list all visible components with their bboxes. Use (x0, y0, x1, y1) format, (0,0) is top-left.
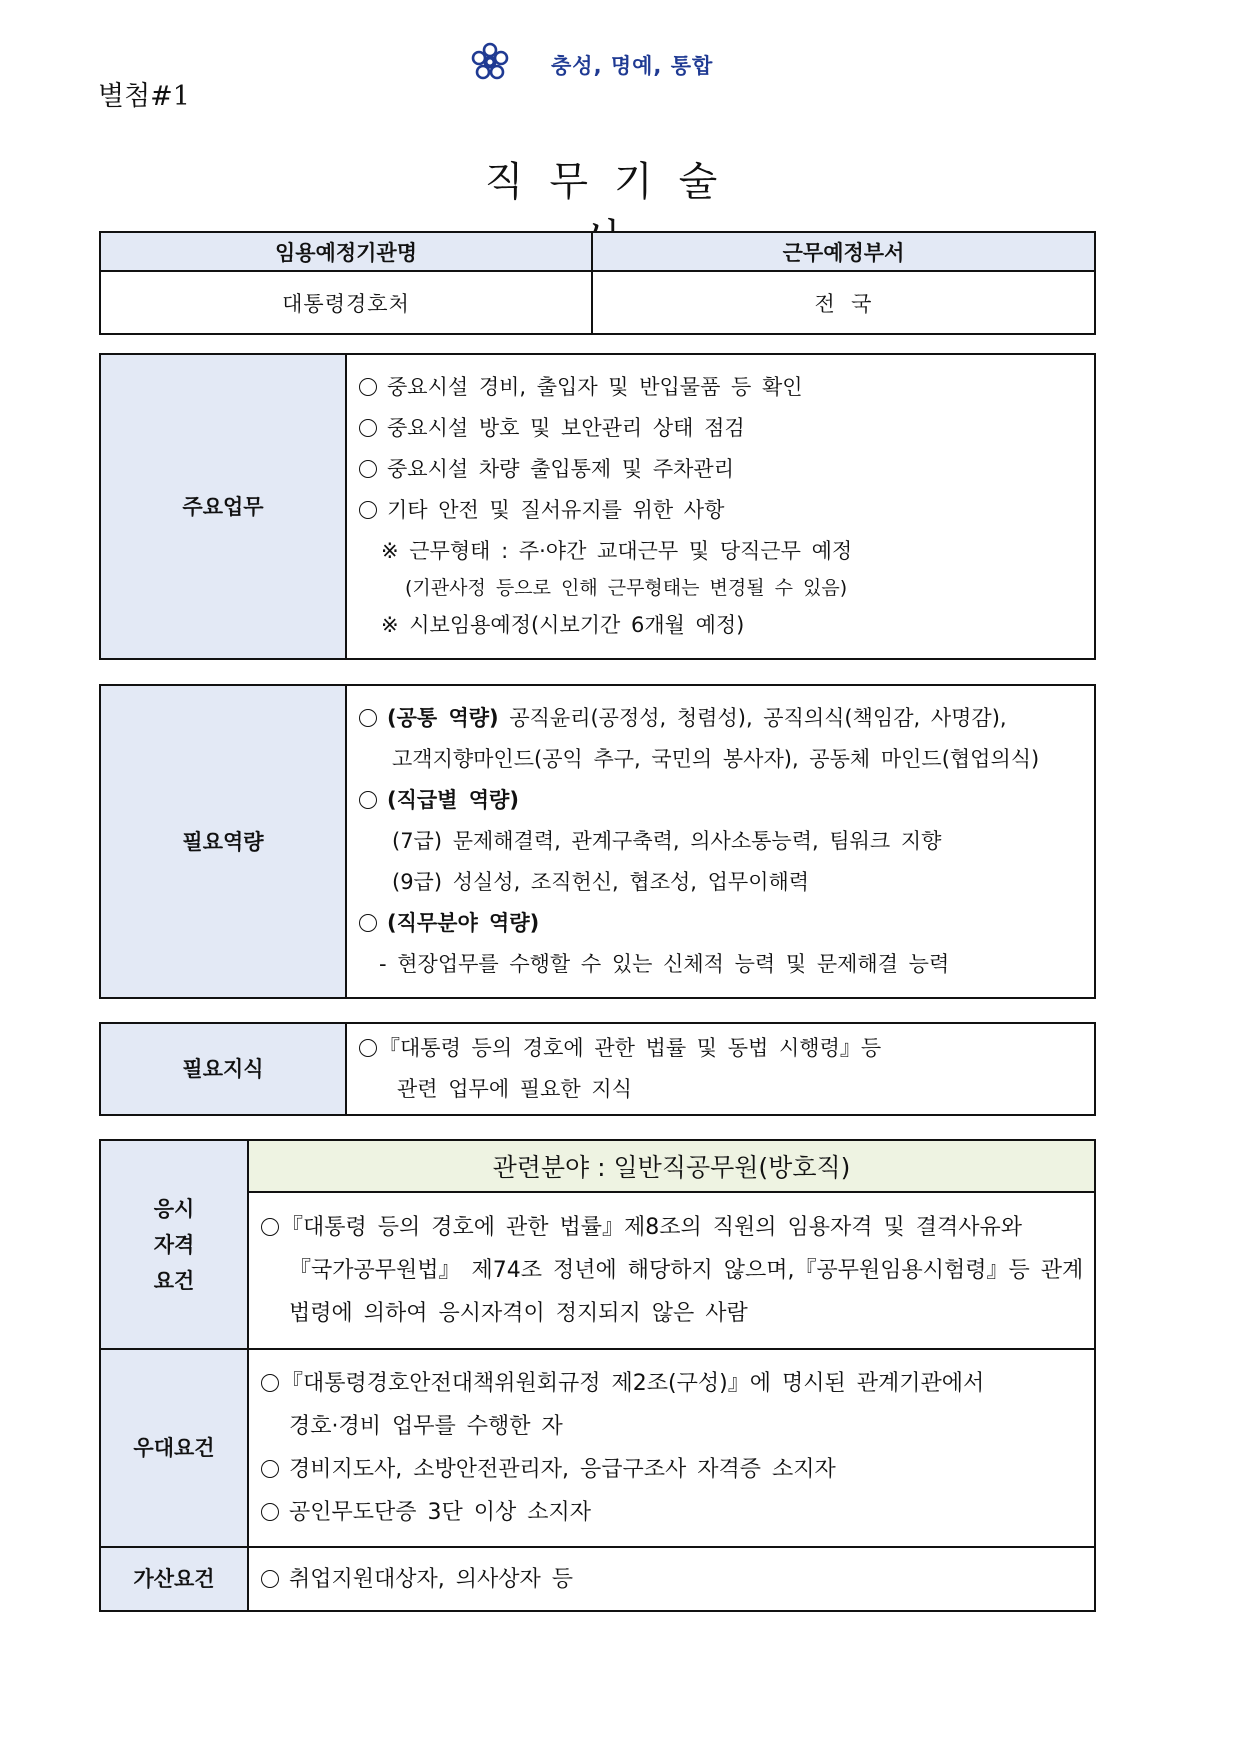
list-item-cont: 법령에 의하여 응시자격이 정지되지 않은 사람 (289, 1301, 748, 1326)
list-item: 『대통령경호안전대책위원회규정 제2조(구성)』에 명시된 관계기관에서 (261, 1362, 1094, 1405)
grade-7-competency: (7급) 문제해결력, 관계구축력, 의사소통능력, 팀워크 지향 (392, 829, 942, 853)
grade-9-competency: (9급) 성실성, 조직헌신, 협조성, 업무이해력 (392, 870, 810, 894)
preference-label: 우대요건 (100, 1349, 248, 1547)
page-title: 직무기술 (458, 150, 744, 270)
list-item: 중요시설 차량 출입통제 및 주차관리 (359, 449, 1094, 490)
competency-content (346, 685, 1095, 998)
circle-bullet-icon (261, 1218, 279, 1236)
circle-bullet-icon (261, 1570, 279, 1588)
related-field-header: 관련분야 : 일반직공무원(방호직) (248, 1140, 1095, 1192)
list-item: 취업지원대상자, 의사상자 등 (261, 1559, 1094, 1600)
list-item-cont: 고객지향마인드(공익 추구, 국민의 봉사자), 공동체 마인드(협업의식) (392, 747, 1040, 771)
list-item: 경비지도사, 소방안전관리자, 응급구조사 자격증 소지자 (261, 1448, 1094, 1491)
list-item: 『대통령 등의 경호에 관한 법률 및 동법 시행령』등 (359, 1028, 1094, 1069)
circle-bullet-icon (261, 1374, 279, 1392)
circle-bullet-icon (359, 914, 377, 932)
eligibility-content (248, 1192, 1095, 1349)
eligibility-label: 응시 자격 요건 (100, 1140, 248, 1349)
circle-bullet-icon (261, 1460, 279, 1478)
circle-bullet-icon (261, 1503, 279, 1521)
list-item: (공통 역량) 공직윤리(공정성, 청렴성), 공직의식(책임감, 사명감), (359, 698, 1094, 739)
list-item: 중요시설 방호 및 보안관리 상태 점검 (359, 408, 1094, 449)
list-item: (직급별 역량) (359, 780, 1094, 821)
circle-bullet-icon (359, 501, 377, 519)
list-item: 공인무도단증 3단 이상 소지자 (261, 1491, 1094, 1534)
bonus-label: 가산요건 (100, 1547, 248, 1611)
main-duties-table (99, 353, 1096, 660)
knowledge-label: 필요지식 (100, 1023, 346, 1115)
main-duties-content (346, 354, 1095, 659)
preference-content (248, 1349, 1095, 1547)
org-table (99, 231, 1096, 335)
knowledge-table (99, 1022, 1096, 1116)
qualification-table (99, 1139, 1096, 1612)
circle-bullet-icon (359, 1039, 377, 1057)
org-name-value: 대통령경호처 (100, 271, 592, 334)
dept-header: 근무예정부서 (592, 232, 1095, 271)
emblem-icon (470, 42, 510, 82)
knowledge-content (346, 1023, 1095, 1115)
list-item: (직무분야 역량) (359, 903, 1094, 944)
attachment-label: 별첨#1 (98, 81, 190, 112)
work-type-note: ※ 근무형태 : 주·야간 교대근무 및 당직근무 예정 (381, 539, 853, 563)
list-item-cont: 『국가공무원법』 제74조 정년에 해당하지 않으며,『공무원임용시험령』등 관계 (289, 1258, 1084, 1283)
circle-bullet-icon (359, 709, 377, 727)
circle-bullet-icon (359, 378, 377, 396)
competency-table (99, 684, 1096, 999)
main-duties-label: 주요업무 (100, 354, 346, 659)
work-type-note-sub: (기관사정 등으로 인해 근무형태는 변경될 수 있음) (405, 577, 848, 599)
dept-value: 전 국 (592, 271, 1095, 334)
field-competency: - 현장업무를 수행할 수 있는 신체적 능력 및 문제해결 능력 (379, 952, 950, 976)
circle-bullet-icon (359, 460, 377, 478)
list-item-cont: 경호·경비 업무를 수행한 자 (289, 1414, 563, 1439)
list-item: 『대통령 등의 경호에 관한 법률』제8조의 직원의 임용자격 및 결격사유와 (261, 1206, 1094, 1249)
circle-bullet-icon (359, 419, 377, 437)
circle-bullet-icon (359, 791, 377, 809)
org-name-header: 임용예정기관명 (100, 232, 592, 271)
competency-label: 필요역량 (100, 685, 346, 998)
probation-note: ※ 시보임용예정(시보기간 6개월 예정) (381, 613, 745, 637)
list-item: 중요시설 경비, 출입자 및 반입물품 등 확인 (359, 367, 1094, 408)
bonus-content (248, 1547, 1095, 1611)
motto: 충성, 명예, 통합 (551, 54, 714, 78)
list-item: 기타 안전 및 질서유지를 위한 사항 (359, 490, 1094, 531)
list-item-cont: 관련 업무에 필요한 지식 (397, 1077, 632, 1101)
